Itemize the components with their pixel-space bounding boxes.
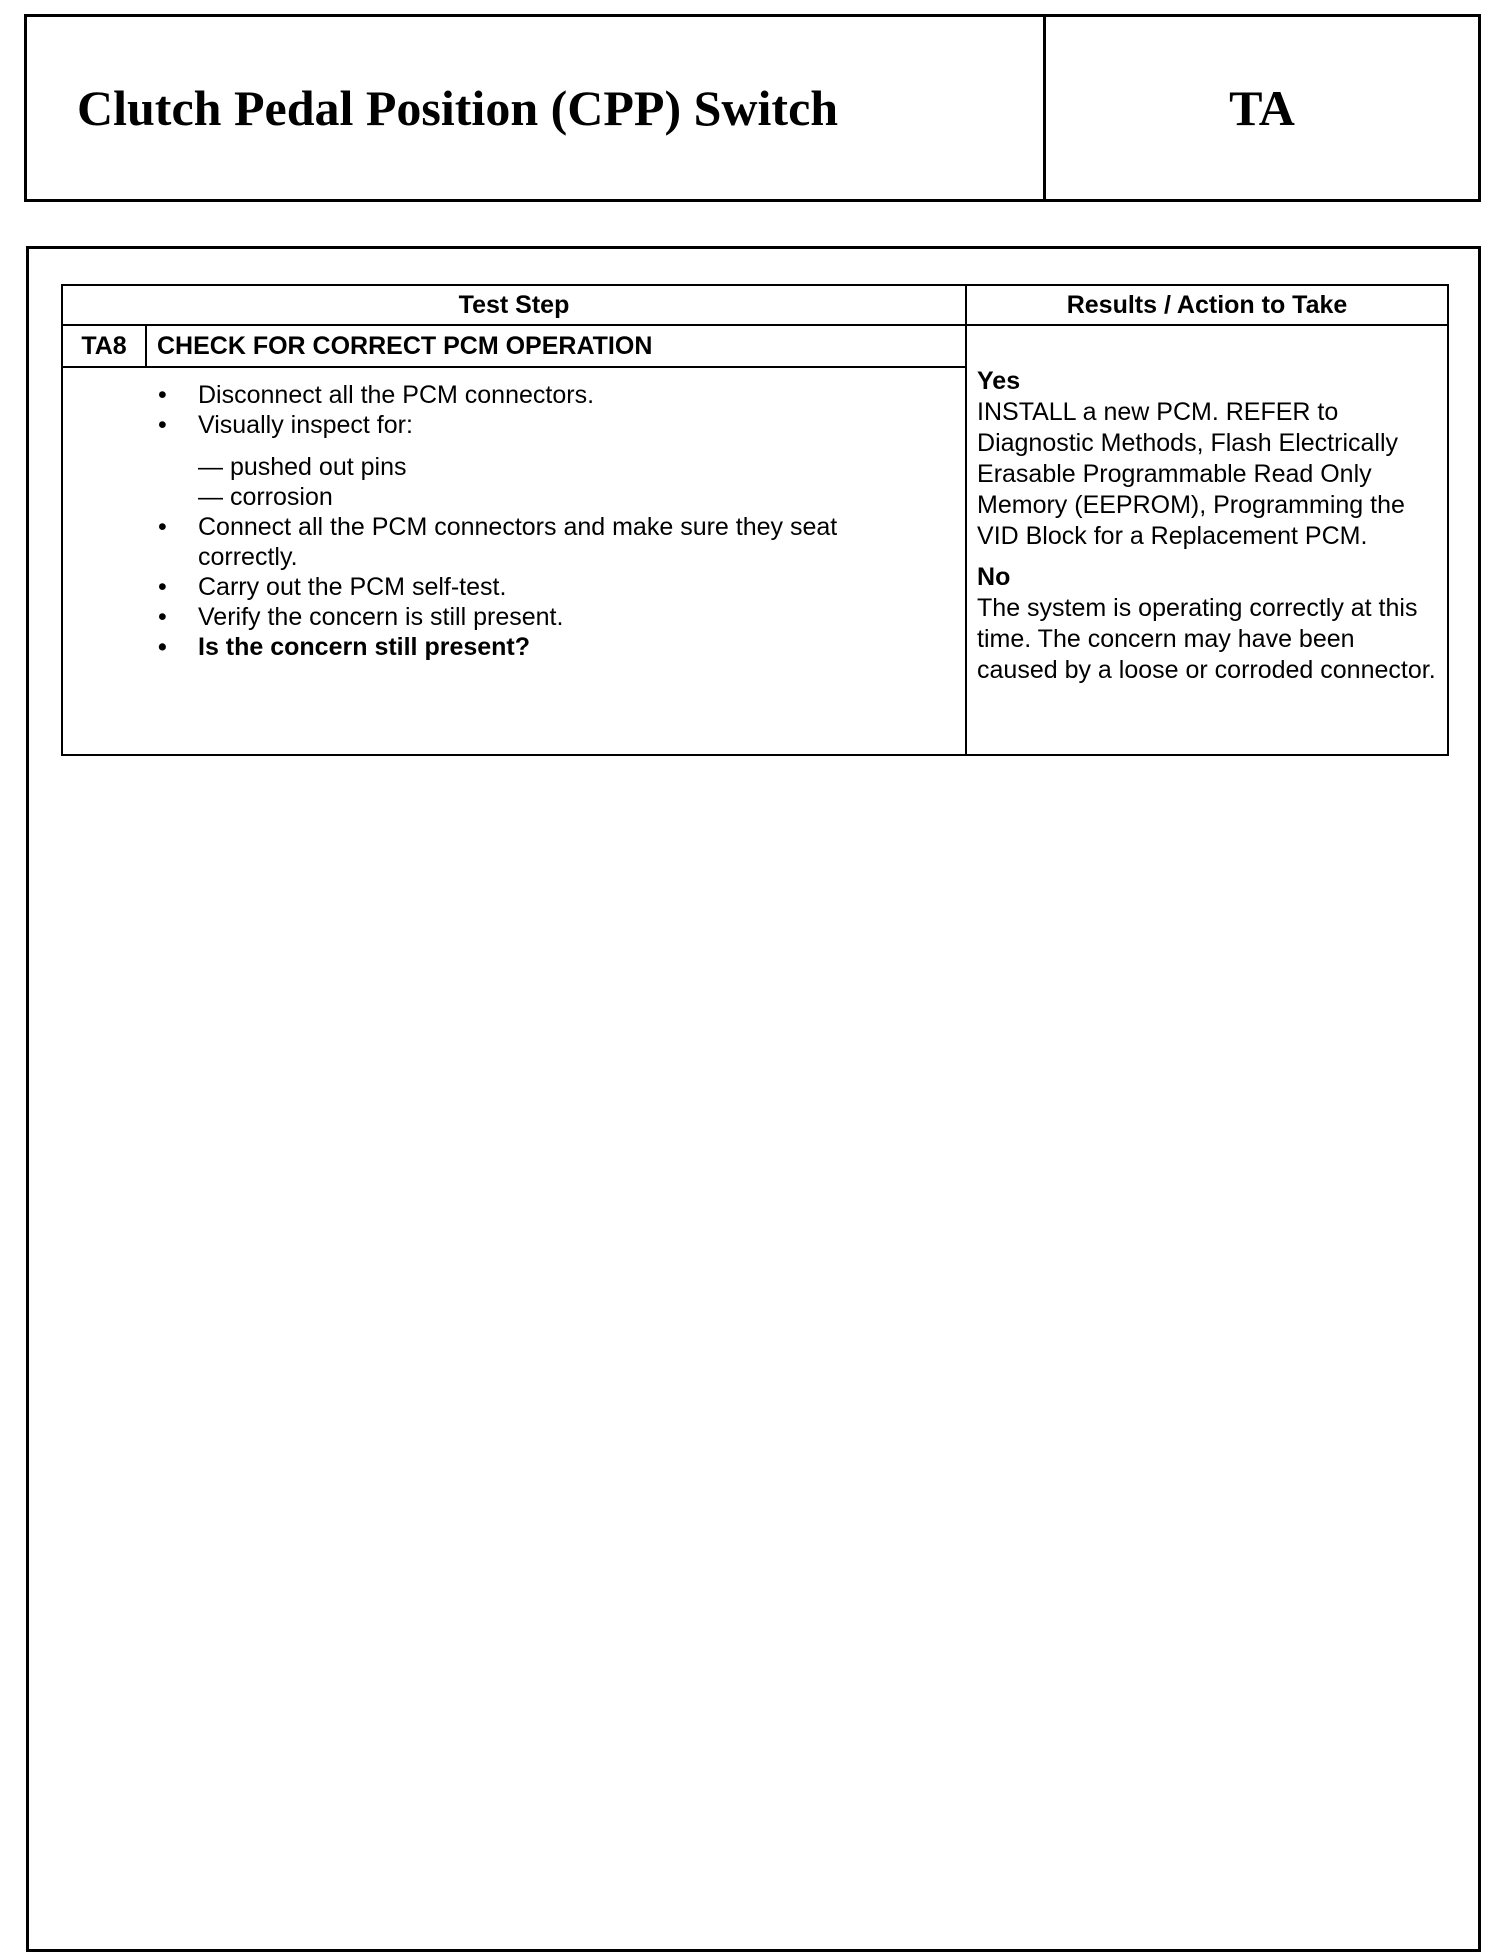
page-title: Clutch Pedal Position (CPP) Switch [77, 80, 839, 136]
sub-list-item: — pushed out pins [198, 453, 407, 481]
step-id: TA8 [62, 325, 146, 367]
inspect-sublist [198, 452, 965, 512]
column-header-results: Results / Action to Take [966, 285, 1448, 325]
step-instructions-cell [146, 367, 966, 755]
sub-list-item: — corrosion [198, 483, 333, 511]
section-code: TA [1229, 80, 1295, 136]
table-header-row [62, 285, 1448, 325]
results-cell [966, 325, 1448, 755]
result-no-label: No [977, 563, 1011, 591]
list-item: • Carry out the PCM self-test. [158, 572, 965, 602]
list-item [158, 410, 965, 512]
step-title: CHECK FOR CORRECT PCM OPERATION [146, 325, 966, 367]
list-item-question: • Is the concern still present? [158, 632, 965, 662]
list-item-text: Visually inspect for: [198, 411, 413, 439]
step-title-row [62, 325, 1448, 367]
result-yes-text: INSTALL a new PCM. REFER to Diagnostic Methods, Flash Electrically Erasable Programmable Read Only Memory (EEPROM), Programming the VID Block for a Replacement PCM. [977, 398, 1405, 550]
list-item: • Verify the concern is still present. [158, 602, 965, 632]
column-header-test-step: Test Step [62, 285, 966, 325]
test-step-table [61, 284, 1449, 756]
list-item: • Disconnect all the PCM connectors. [158, 380, 965, 410]
result-no-text: The system is operating correctly at this time. The concern may have been caused by a loose or corroded connector. [977, 594, 1436, 684]
content-frame [26, 246, 1481, 1952]
list-item [158, 512, 965, 572]
page-header [24, 14, 1481, 202]
list-item-text: Connect all the PCM connectors and make sure they seat correctly. [198, 513, 838, 571]
instruction-list [62, 380, 965, 662]
result-yes-label: Yes [977, 367, 1021, 395]
